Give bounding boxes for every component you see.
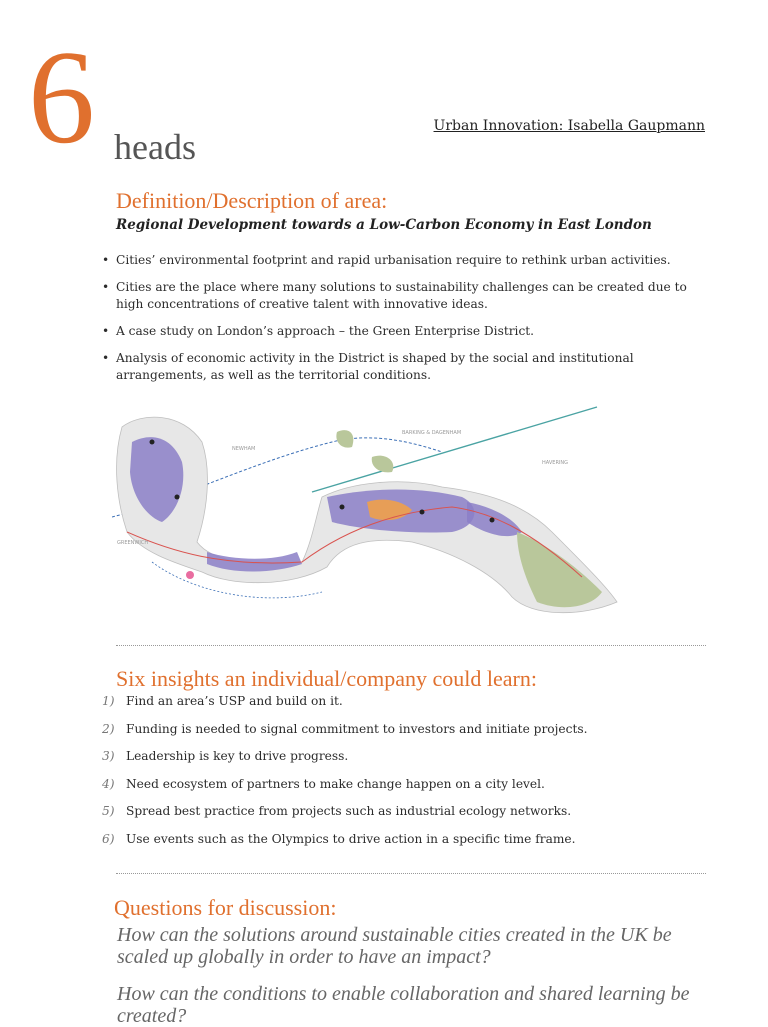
- definition-subtitle: Regional Development towards a Low-Carbon Economy in East London: [116, 217, 652, 233]
- green-enterprise-district-map: [112, 402, 632, 624]
- map-label-havering: HAVERING: [542, 460, 569, 466]
- definition-bullet-list: [102, 252, 702, 394]
- insight-text: Spread best practice from projects such as industrial ecology networks.: [126, 804, 572, 818]
- map-label-newham: NEWHAM: [232, 446, 256, 452]
- insight-item: [102, 776, 702, 793]
- map-label-greenwich: GREENWICH: [117, 540, 149, 546]
- insight-text: Funding is needed to signal commitment to investors and initiate projects.: [126, 721, 588, 736]
- section-divider: [116, 645, 706, 646]
- logo-word: heads: [114, 127, 196, 167]
- discussion-question: How can the solutions around sustainable cities created in the UK be scaled up globally in order to have an impact?: [117, 924, 672, 968]
- discussion-question: How can the conditions to enable collaboration and shared learning be created?: [117, 983, 690, 1027]
- map-label-barking: BARKING & DAGENHAM: [402, 430, 462, 436]
- section-divider: [116, 873, 706, 874]
- insight-number: 1): [102, 694, 115, 708]
- bullet-item: • Cities’ environmental footprint and rapid urbanisation require to rethink urban activities.: [102, 252, 702, 269]
- insight-number: 2): [102, 721, 115, 736]
- bullet-item: • Analysis of economic activity in the District is shaped by the social and institutional arrangements, as well as the territorial conditions.: [102, 350, 702, 384]
- insight-item: [102, 831, 702, 848]
- document-title: Urban Innovation: Isabella Gaupmann: [433, 118, 705, 134]
- insight-number: 5): [102, 804, 115, 818]
- bullet-item: • A case study on London’s approach – the Green Enterprise District.: [102, 323, 702, 340]
- insight-number: 3): [102, 749, 115, 763]
- site-marker: [175, 495, 180, 500]
- insight-number: 4): [102, 776, 115, 791]
- site-marker: [420, 510, 425, 515]
- rail-line: [312, 407, 597, 492]
- logo-number: 6: [28, 23, 95, 171]
- definition-heading: Definition/Description of area:: [116, 188, 388, 213]
- bullet-item: • Cities are the place where many solutions to sustainability challenges can be created due to high concentrations of creative talent with innovative ideas.: [102, 279, 702, 313]
- insight-item: [102, 748, 702, 765]
- insights-heading: Six insights an individual/company could learn:: [116, 666, 537, 691]
- insight-text: Use events such as the Olympics to drive action in a specific time frame.: [126, 831, 576, 846]
- insight-text: Leadership is key to drive progress.: [126, 749, 349, 763]
- insight-item: [102, 693, 702, 710]
- insight-item: [102, 721, 702, 738]
- insight-text: Need ecosystem of partners to make change happen on a city level.: [126, 776, 545, 791]
- six-heads-logo: [28, 23, 228, 171]
- insight-text: Find an area’s USP and build on it.: [126, 694, 343, 708]
- location-marker: [186, 571, 194, 579]
- site-marker: [150, 440, 155, 445]
- green-space: [336, 430, 353, 448]
- site-marker: [340, 505, 345, 510]
- insight-item: [102, 803, 702, 820]
- site-marker: [490, 518, 495, 523]
- green-space: [372, 456, 394, 473]
- insight-number: 6): [102, 831, 115, 846]
- insights-list: [102, 693, 702, 858]
- discussion-heading: Questions for discussion:: [114, 895, 337, 920]
